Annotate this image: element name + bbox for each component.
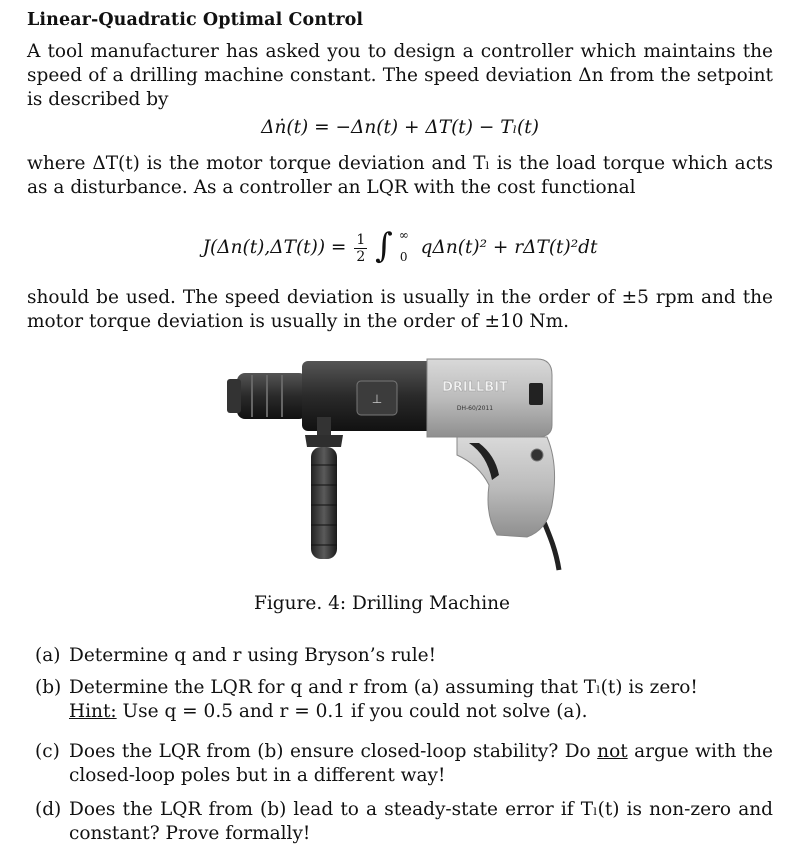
figure-caption: Figure. 4: Drilling Machine <box>254 593 510 614</box>
brand-label: DRILLBIT <box>442 380 508 395</box>
drill-figure <box>207 355 587 575</box>
fraction-numerator: 1 <box>356 231 366 248</box>
one-half-fraction <box>354 232 367 265</box>
hint-label: Hint: <box>69 701 117 722</box>
question-c-before: Does the LQR from (b) ensure closed-loop stability? Do <box>69 741 591 762</box>
question-label: (d) <box>35 799 62 820</box>
hint-text: Use q = 0.5 and r = 0.1 if you could not solve (a). <box>122 701 588 722</box>
intro-paragraph: A tool manufacturer has asked you to design a controller which maintains the speed of a drilling machine constant. The speed deviation Δn from the setpoint is described by <box>27 41 773 110</box>
cost-functional <box>27 226 773 270</box>
integral-upper-limit: ∞ <box>398 228 409 242</box>
question-b-body: Determine the LQR for q and r from (a) assuming that Tₗ(t) is zero! <box>69 677 698 698</box>
dynamics-equation: Δṅ(t) = −Δn(t) + ΔT(t) − Tₗ(t) <box>261 117 539 138</box>
torque-paragraph: where ΔT(t) is the motor torque deviation and Tₗ is the load torque which acts as a disturbance. As a controller an LQR with the cost functional <box>27 153 773 198</box>
question-c-emphasis: not <box>597 741 628 762</box>
integral-sign: ∫ <box>375 226 393 266</box>
magnitude-paragraph: should be used. The speed deviation is usually in the order of ±5 rpm and the motor torque deviation is usually in the order of ±10 Nm. <box>27 287 773 332</box>
integral-lower-limit: 0 <box>399 250 408 264</box>
question-text <box>69 676 773 724</box>
question-label: (b) <box>35 677 62 698</box>
drill-illustration <box>207 355 587 575</box>
fraction-denominator: 2 <box>356 248 366 265</box>
question-text <box>69 740 773 788</box>
question-text: Determine q and r using Bryson’s rule! <box>69 645 437 666</box>
question-label: (c) <box>35 741 60 762</box>
integrand: qΔn(t)² + rΔT(t)²dt <box>420 237 598 258</box>
question-label: (a) <box>35 645 61 666</box>
model-label: DH-60/2011 <box>456 405 494 412</box>
cost-lhs: J(Δn(t),ΔT(t)) = <box>202 237 347 258</box>
section-title: Linear-Quadratic Optimal Control <box>27 10 364 30</box>
question-c-after: argue with the closed-loop poles but in a different way! <box>69 741 773 786</box>
integral-limits <box>399 224 409 268</box>
svg-text:⊥: ⊥ <box>371 392 383 406</box>
question-text: Does the LQR from (b) lead to a steady-state error if Tₗ(t) is non-zero and constant? Prove formally! <box>69 799 773 844</box>
